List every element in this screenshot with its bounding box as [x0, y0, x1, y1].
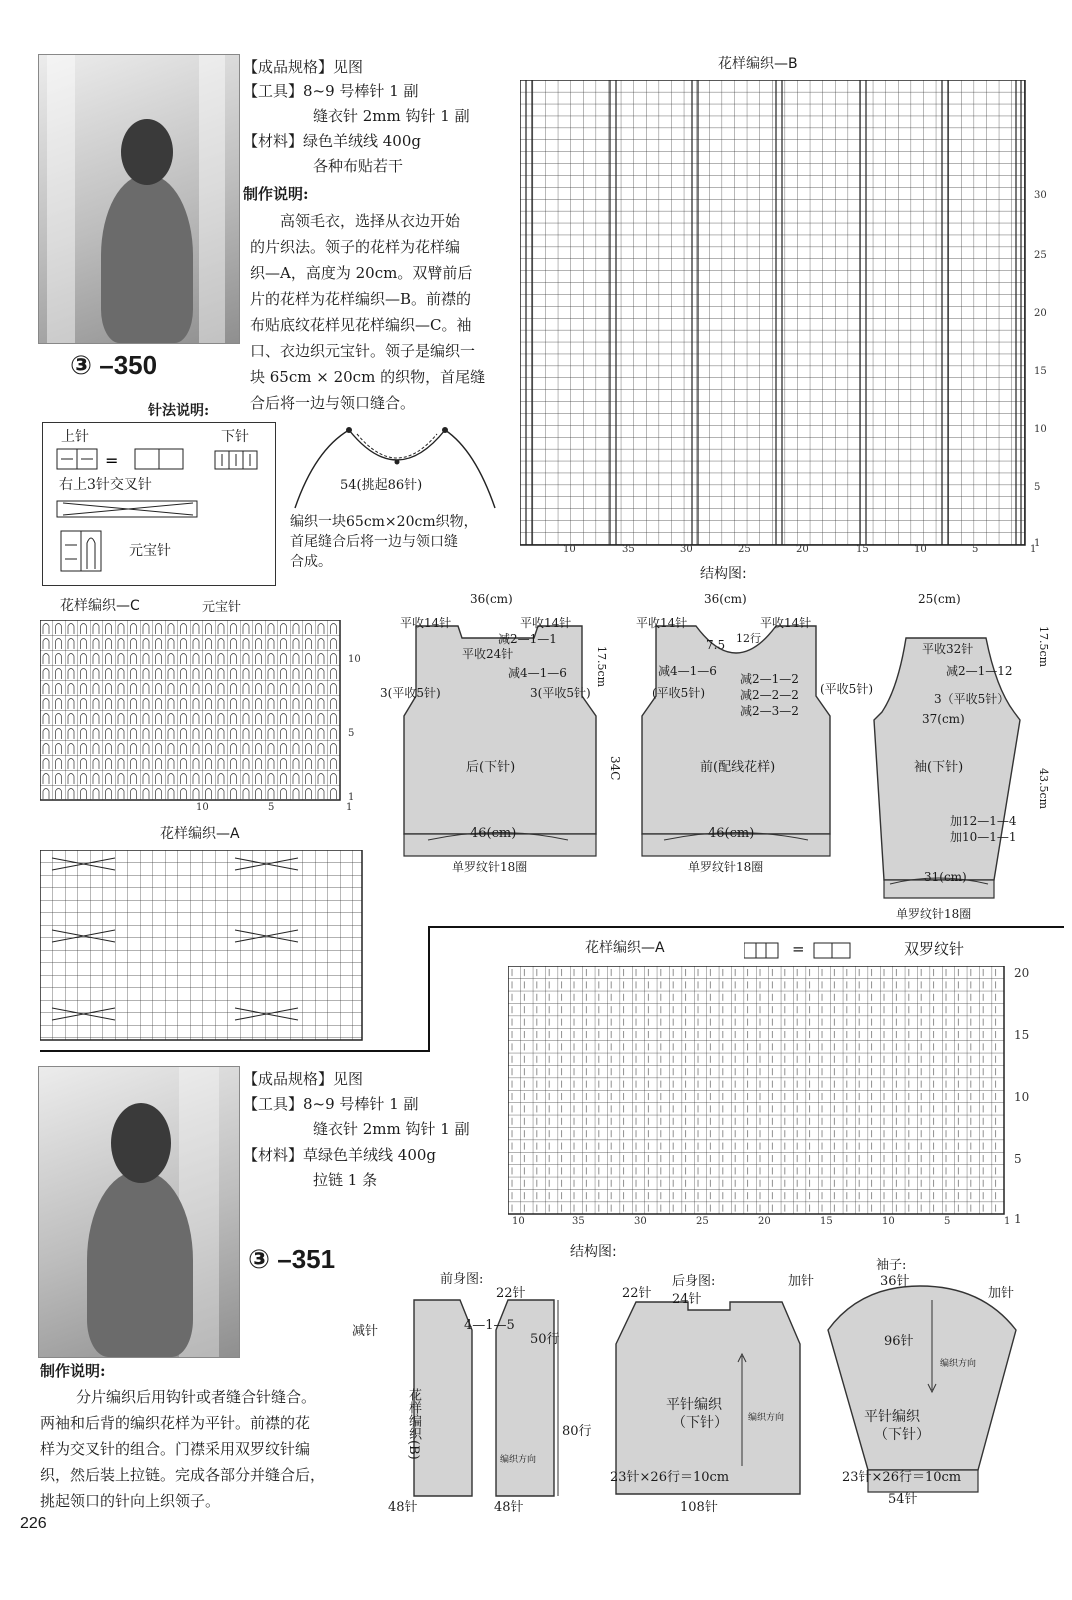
chart-c-y-tick: 1 — [348, 792, 355, 803]
model-photo-350 — [38, 54, 240, 344]
chart-a351-y-tick: 20 — [1014, 966, 1030, 980]
chart-a351-legend: 双罗纹针 — [904, 940, 965, 958]
front351-label: 80行 — [562, 1424, 592, 1439]
front-width: 36(cm) — [704, 592, 747, 606]
back-label: 平收14针 — [400, 616, 452, 630]
chart-a351-x-tick: 30 — [634, 1216, 647, 1227]
front-label: 单罗纹针18圈 — [688, 860, 764, 874]
collar-diagram — [285, 420, 510, 512]
front-label: 46(cm) — [708, 826, 755, 841]
chart-a351-x-tick: 1 — [1004, 1216, 1011, 1227]
sleeve351-label: 54针 — [888, 1492, 918, 1507]
legend-cable-label: 右上3针交叉针 — [59, 477, 152, 493]
sleeve-label: 平收32针 — [922, 642, 974, 656]
back-label: 单罗纹针18圈 — [452, 860, 528, 874]
chart-c-x-tick: 1 — [346, 802, 353, 813]
method-line: 分片编织后用钩针或者缝合针缝合。 — [76, 1388, 317, 1406]
chart-a351-title: 花样编织—A — [585, 940, 665, 956]
sleeve351-label: 96针 — [884, 1334, 914, 1349]
chart-b-y-tick: 20 — [1034, 308, 1047, 319]
method-line: 织，然后装上拉链。完成各部分并缝合后， — [40, 1466, 326, 1484]
back351-label: 平针编织 — [666, 1397, 722, 1413]
legend-yuanbao-label: 元宝针 — [129, 543, 171, 559]
chart-b-y-tick: 1 — [1034, 538, 1041, 549]
chart-b-title: 花样编织—B — [718, 56, 798, 72]
front351-title: 前身图: — [440, 1272, 484, 1287]
chart-a351-x-tick: 15 — [820, 1216, 833, 1227]
method-line: 挑起领口的针向上织领子。 — [40, 1492, 221, 1510]
section-divider — [40, 1050, 430, 1052]
chart-a-grid — [40, 850, 365, 1042]
spec-line: 【材料】绿色羊绒线 400g — [243, 132, 422, 150]
front-label: 减2—1—2 — [740, 672, 799, 686]
back351-label: 108针 — [680, 1500, 718, 1515]
chart-c-x-tick: 5 — [268, 802, 275, 813]
method-line: 块 65cm × 20cm 的织物，首尾缝 — [250, 368, 486, 386]
schematic-title-351: 结构图: — [570, 1244, 617, 1260]
front-label: (平收5针) — [820, 682, 873, 696]
front-label: 减4—1—6 — [658, 664, 717, 678]
back-label: 3(平收5针) — [530, 686, 591, 700]
page-number: 226 — [20, 1515, 47, 1532]
method-line: 合后将一边与领口缝合。 — [250, 394, 416, 412]
front-label: 减2—2—2 — [740, 688, 799, 702]
sleeve351-label: 加针 — [988, 1286, 1015, 1301]
front351-label: 22针 — [496, 1286, 526, 1301]
chart-a351-y-tick: 15 — [1014, 1028, 1030, 1042]
chart-b-y-tick: 15 — [1034, 366, 1047, 377]
chart-b-x-tick: 30 — [680, 544, 693, 555]
chart-b-x-tick: 1 — [1030, 544, 1037, 555]
chart-b-x-tick: 10 — [914, 544, 927, 555]
chart-a351-grid — [508, 966, 1008, 1218]
chart-a351-x-tick: 20 — [758, 1216, 771, 1227]
sleeve-label: 43.5cm — [1037, 768, 1050, 810]
collar-note: 编织一块65cm×20cm织物， — [290, 514, 478, 530]
collar-note: 首尾缝合后将一边与领口缝 — [290, 534, 458, 550]
method-line: 口、衣边织元宝针。领子是编织一 — [250, 342, 476, 360]
back351-label: 编织方向 — [748, 1413, 785, 1423]
chart-b-y-tick: 5 — [1034, 482, 1041, 493]
chart-b-y-tick: 25 — [1034, 250, 1047, 261]
chart-c-title: 花样编织—C — [60, 598, 140, 614]
front351-label: 编织方向 — [500, 1455, 537, 1465]
spec-line: 缝衣针 2mm 钩针 1 副 — [313, 107, 470, 125]
back351-label: 22针 — [622, 1286, 652, 1301]
chart-a351-x-tick: 10 — [512, 1216, 525, 1227]
front351-label: 减针 — [352, 1324, 379, 1339]
sleeve351-label: 编织方向 — [940, 1359, 977, 1369]
front-label: 7.5 — [706, 638, 726, 652]
chart-b-x-tick: 15 — [856, 544, 869, 555]
front351-label: 48针 — [388, 1500, 418, 1515]
spec-line: 缝衣针 2mm 钩针 1 副 — [313, 1120, 470, 1138]
back351-label: 23针×26行＝10cm — [610, 1470, 730, 1485]
pattern-id-350: ③ –350 — [70, 350, 158, 380]
sleeve-label: 加10—1—1 — [950, 830, 1017, 844]
pattern-id-351: ③ –351 — [248, 1244, 336, 1274]
sleeve-label: 单罗纹针18圈 — [896, 907, 972, 921]
spec-line: 拉链 1 条 — [313, 1171, 378, 1189]
chart-c-note: 元宝针 — [202, 600, 242, 615]
back351-label: （下针） — [672, 1415, 728, 1431]
collar-note: 合成。 — [290, 554, 332, 570]
model-photo-351 — [38, 1066, 240, 1358]
sleeve351-title: 袖子: — [876, 1258, 907, 1273]
front-label: (平收5针) — [652, 686, 705, 700]
sleeve351-label: 36针 — [880, 1274, 910, 1289]
chart-a351-x-tick: 10 — [882, 1216, 895, 1227]
front-label: 平收14针 — [636, 616, 688, 630]
back-label: 3(平收5针) — [380, 686, 441, 700]
back-label: 46(cm) — [470, 826, 517, 841]
collar-label: 54(挑起86针) — [340, 478, 423, 493]
front351-label: 花样编织(B) — [406, 1388, 421, 1460]
sleeve351-label: 平针编织 — [864, 1409, 920, 1425]
chart-a351-eq: = — [792, 940, 805, 958]
front-label: 平收14针 — [760, 616, 812, 630]
chart-c-y-tick: 5 — [348, 728, 355, 739]
back351-title: 后身图: — [672, 1274, 716, 1289]
method-line: 片的花样为花样编织—B。前襟的 — [250, 290, 472, 308]
sleeve-label: 减2—1—12 — [946, 664, 1013, 678]
sleeve-label: 31(cm) — [924, 870, 967, 884]
method-line: 两袖和后背的编织花样为平针。前襟的花 — [40, 1414, 311, 1432]
spec-line: 【材料】草绿色羊绒线 400g — [243, 1146, 437, 1164]
chart-a-title: 花样编织—A — [160, 826, 240, 842]
spec-line: 各种布贴若干 — [313, 157, 404, 175]
method-line: 织—A，高度为 20cm。双臂前后 — [250, 264, 473, 282]
chart-a351-y-tick: 5 — [1014, 1152, 1022, 1166]
back351-label: 24针 — [672, 1292, 702, 1307]
sleeve-width: 25(cm) — [918, 592, 961, 606]
back-label: 17.5cm — [595, 646, 608, 688]
chart-a351-y-tick: 10 — [1014, 1090, 1030, 1104]
front-label: 12行 — [736, 632, 761, 645]
back-label: 平收14针 — [520, 616, 572, 630]
stitch-legend — [42, 422, 276, 586]
legend-title: 针法说明: — [148, 403, 210, 419]
front-label: 前(配线花样) — [700, 760, 776, 775]
back-label: 减2—1—1 — [498, 632, 557, 646]
method-line: 布贴底纹花样见花样编织—C。袖 — [250, 316, 472, 334]
sleeve351-label: 23针×26行＝10cm — [842, 1470, 962, 1485]
chart-c-grid — [40, 620, 342, 802]
front351-label: 50行 — [530, 1332, 560, 1347]
schematic-title: 结构图: — [700, 566, 747, 582]
chart-b-x-tick: 35 — [622, 544, 635, 555]
front351-label: 4—1—5 — [464, 1318, 515, 1333]
svg-text:=: = — [105, 451, 119, 470]
spec-line: 【成品规格】见图 — [243, 1070, 364, 1088]
chart-b-x-tick: 25 — [738, 544, 751, 555]
chart-a351-y-tick: 1 — [1014, 1212, 1022, 1226]
legend-purl-label: 下针 — [221, 429, 249, 445]
method-title: 制作说明: — [243, 185, 309, 203]
sleeve-label: 袖(下针) — [914, 760, 964, 775]
front-label: 减2—3—2 — [740, 704, 799, 718]
legend-symbols — [43, 423, 275, 585]
chart-a351-x-tick: 5 — [944, 1216, 951, 1227]
method-line: 的片织法。领子的花样为花样编 — [250, 238, 461, 256]
chart-a351-x-tick: 35 — [572, 1216, 585, 1227]
chart-b-y-tick: 30 — [1034, 190, 1047, 201]
back-label: 平收24针 — [462, 647, 514, 661]
spec-line: 【成品规格】见图 — [243, 58, 364, 76]
method-line: 高领毛衣，选择从衣边开始 — [280, 212, 461, 230]
spec-line: 【工具】8~9 号棒针 1 副 — [243, 82, 419, 100]
method-line: 样为交叉针的组合。门襟采用双罗纹针编 — [40, 1440, 311, 1458]
back-label: 减4—1—6 — [508, 666, 567, 680]
chart-a351-x-tick: 25 — [696, 1216, 709, 1227]
chart-b-x-tick: 5 — [972, 544, 979, 555]
method-title-351: 制作说明: — [40, 1362, 106, 1380]
chart-b-grid — [520, 80, 1030, 550]
chart-c-y-tick: 10 — [348, 654, 361, 665]
sleeve351-label: 加针 — [788, 1274, 815, 1289]
front351-label: 48针 — [494, 1500, 524, 1515]
back-width: 36(cm) — [470, 592, 513, 606]
sleeve-label: 17.5cm — [1037, 626, 1050, 668]
sleeve-label: 37(cm) — [922, 712, 965, 726]
chart-b-x-tick: 20 — [796, 544, 809, 555]
sleeve351-label: （下针） — [874, 1427, 930, 1443]
chart-b-y-tick: 10 — [1034, 424, 1047, 435]
spec-line: 【工具】8~9 号棒针 1 副 — [243, 1095, 419, 1113]
back-label: 后(下针) — [466, 760, 516, 775]
chart-c-x-tick: 10 — [196, 802, 209, 813]
sleeve-label: 3（平收5针） — [934, 692, 1010, 706]
chart-b-x-tick: 10 — [563, 544, 576, 555]
legend-knit-label: 上针 — [61, 429, 89, 445]
sleeve-label: 加12—1—4 — [950, 814, 1017, 828]
section-divider — [428, 926, 1064, 928]
section-divider — [428, 926, 430, 1052]
back-label: 34C — [608, 756, 622, 781]
